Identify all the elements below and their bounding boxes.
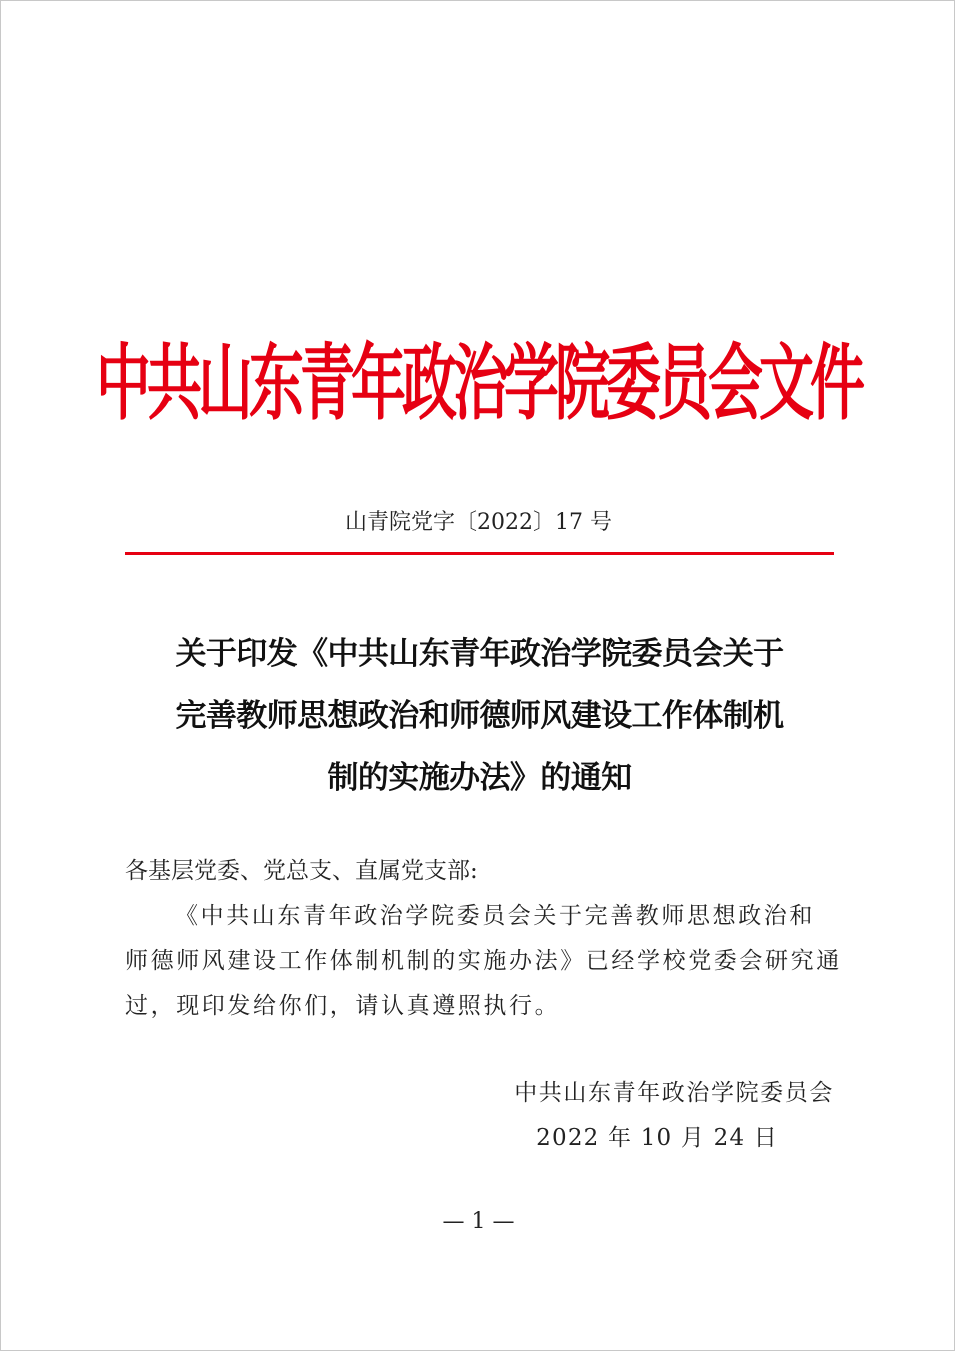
issue-date: 2022 年 10 月 24 日 (536, 1125, 778, 1151)
notice-title-line: 制的实施办法》的通知 (327, 760, 632, 796)
notice-title-line: 关于印发《中共山东青年政治学院委员会关于 (175, 636, 784, 672)
body-paragraph-line: 师德师风建设工作体制机制的实施办法》已经学校党委会研究通 (125, 948, 842, 974)
document-number: 山青院党字〔2022〕17 号 (345, 510, 612, 535)
page-number: — 1 — (442, 1209, 515, 1234)
body-paragraph-line: 《中共山东青年政治学院委员会关于完善教师思想政治和 (175, 903, 815, 929)
notice-title (125, 623, 834, 809)
notice-title-line: 完善教师思想政治和师德师风建设工作体制机 (175, 698, 784, 734)
salutation: 各基层党委、党总支、直属党支部: (125, 858, 478, 884)
document-header-title (1, 323, 955, 443)
header-title-text: 中共山东青年政治学院委员会文件 (95, 333, 861, 431)
red-divider-line (125, 552, 834, 555)
issuing-organization: 中共山东青年政治学院委员会 (514, 1080, 834, 1106)
body-paragraph-line: 过，现印发给你们，请认真遵照执行。 (125, 993, 561, 1019)
